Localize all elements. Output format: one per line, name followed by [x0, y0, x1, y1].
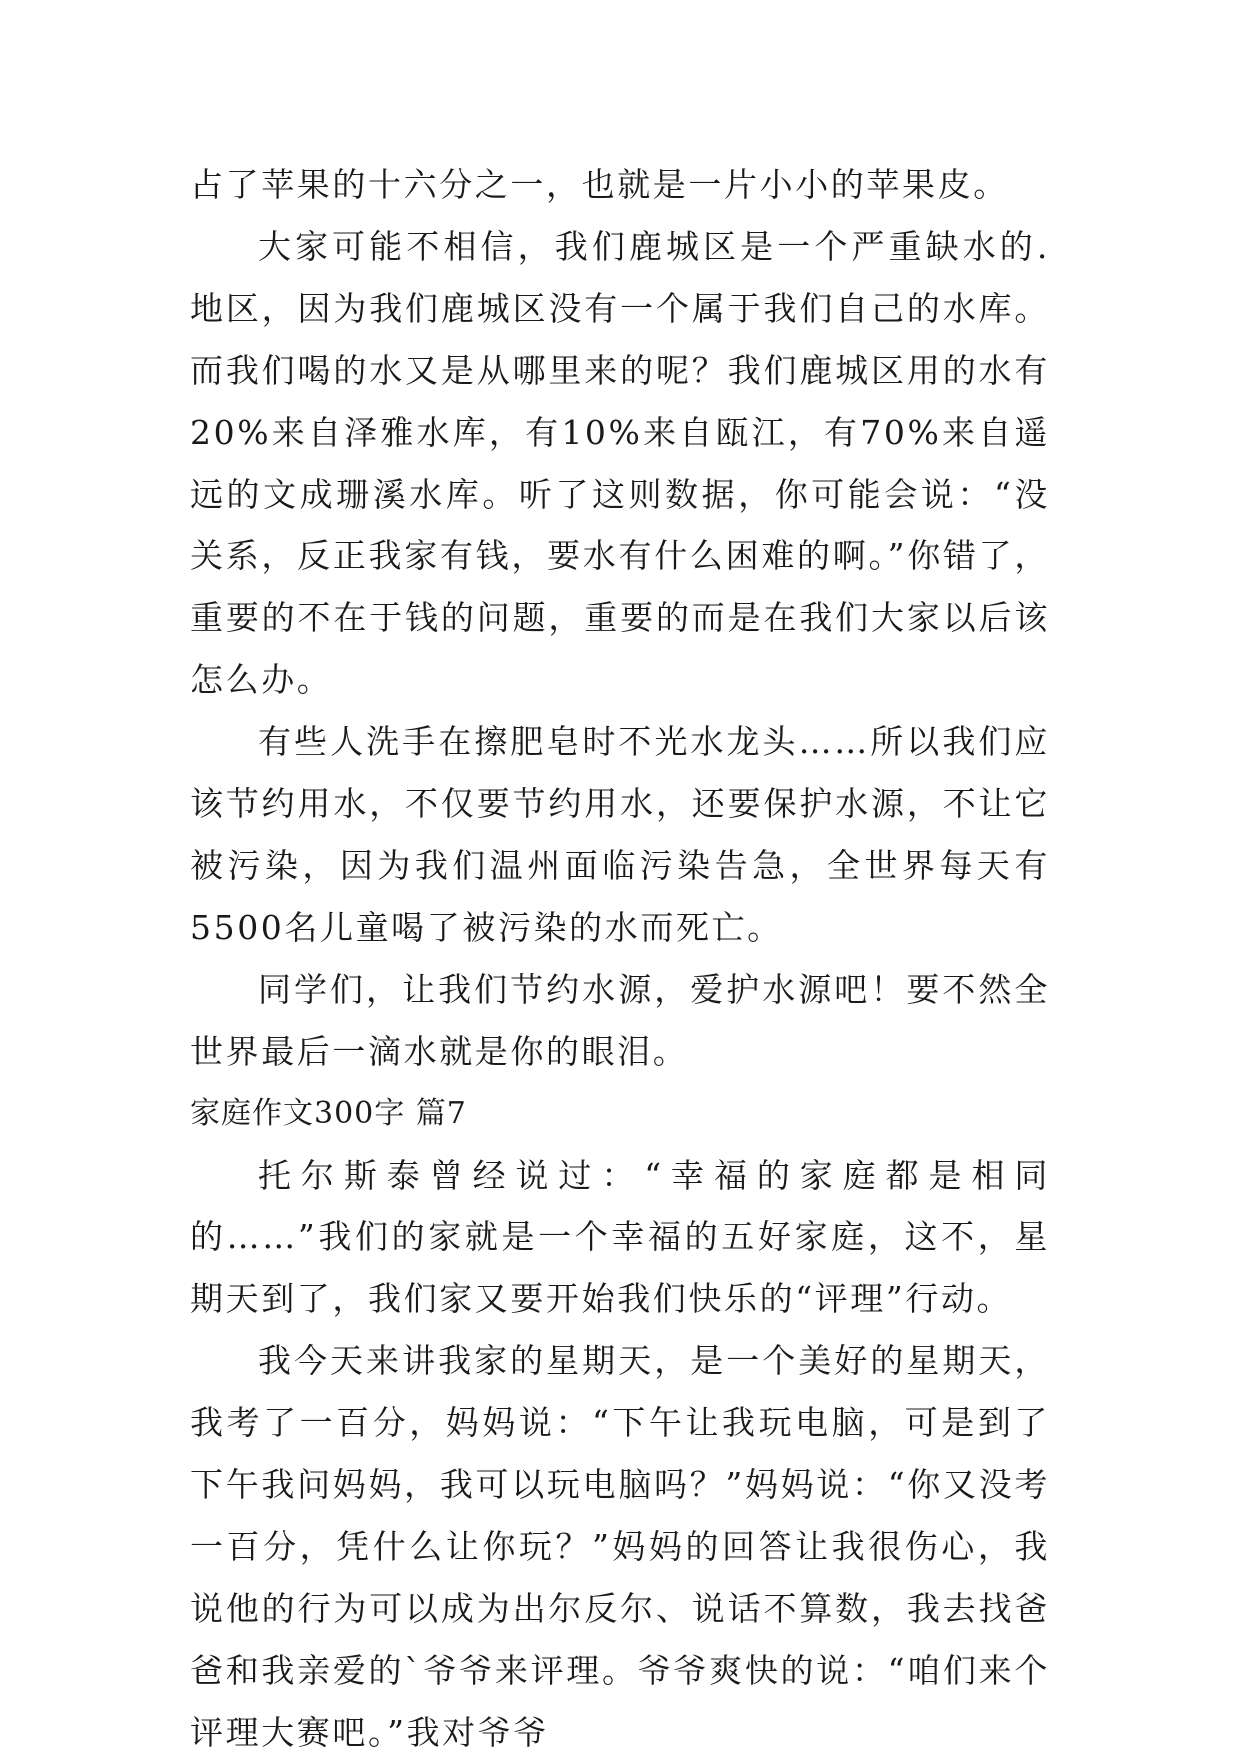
- paragraph-continuation: 占了苹果的十六分之一，也就是一片小小的苹果皮。: [190, 165, 1009, 204]
- paragraph-save-water: 有些人洗手在擦肥皂时不光水龙头……所以我们应该节约用水，不仅要节约用水，还要保护水源，不让它被污染，因为我们温州面临污染告急，全世界每天有5500名儿童喝了被污染的水而死亡。: [190, 722, 1050, 947]
- paragraph-tolstoy: 托尔斯泰曾经说过：“幸福的家庭都是相同的……”我们的家就是一个幸福的五好家庭，这不，星期天到了，我们家又要开始我们快乐的“评理”行动。: [190, 1155, 1050, 1319]
- document-body: [190, 154, 1050, 1764]
- paragraph-water-shortage: 大家可能不相信，我们鹿城区是一个严重缺水的.地区，因为我们鹿城区没有一个属于我们自己的水库。而我们喝的水又是从哪里来的呢？我们鹿城区用的水有20%来自泽雅水库，有10%来自瓯江，有70%来自遥远的文成珊溪水库。听了这则数据，你可能会说：“没关系，反正我家有钱，要水有什么困难的啊。”你错了，重要的不在于钱的问题，重要的而是在我们大家以后该怎么办。: [190, 226, 1050, 700]
- paragraph-call-to-action: 同学们，让我们节约水源，爱护水源吧！要不然全世界最后一滴水就是你的眼泪。: [190, 969, 1050, 1071]
- section-heading: 家庭作文300字 篇7: [190, 1095, 467, 1131]
- paragraph-sunday-story: 我今天来讲我家的星期天，是一个美好的星期天，我考了一百分，妈妈说：“下午让我玩电脑，可是到了下午我问妈妈，我可以玩电脑吗？”妈妈说：“你又没考一百分，凭什么让你玩？”妈妈的回答让我很伤心，我说他的行为可以成为出尔反尔、说话不算数，我去找爸爸和我亲爱的`爷爷来评理。爷爷爽快的说：“咱们来个评理大赛吧。”我对爷爷: [190, 1341, 1050, 1752]
